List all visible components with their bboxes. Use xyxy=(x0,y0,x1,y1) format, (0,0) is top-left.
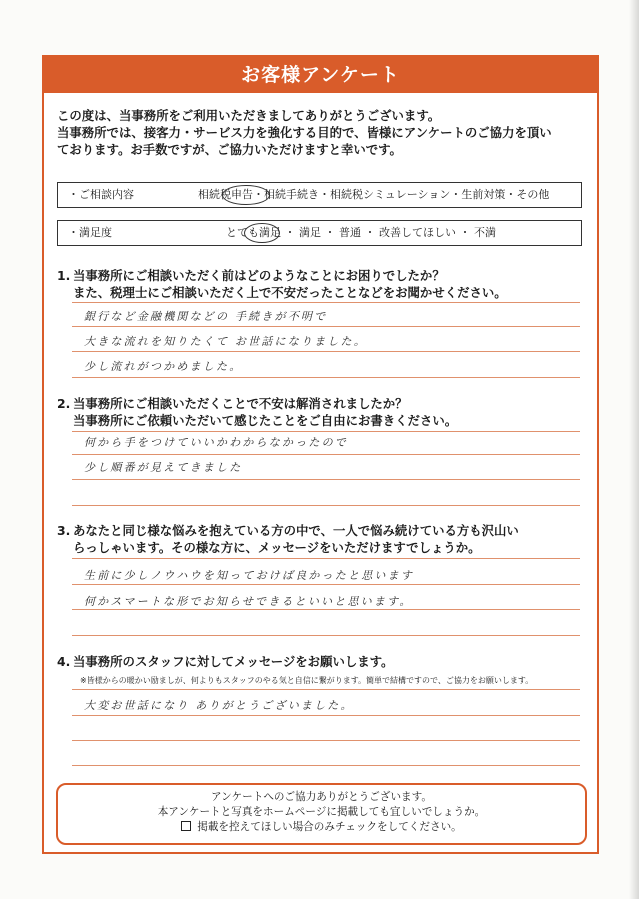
handwritten-answer: 大きな流れを知りたくて お世話になりました。 xyxy=(84,335,367,348)
handwritten-answer: 何から手をつけていいかわからなかったので xyxy=(84,436,348,449)
question-number: 2. xyxy=(57,396,71,411)
footer-consent xyxy=(58,820,585,835)
selection-circle xyxy=(222,185,270,205)
consultation-box xyxy=(57,182,582,208)
question-line: 当事務所のスタッフに対してメッセージをお願いします。 xyxy=(73,654,394,669)
answer-rule xyxy=(72,558,580,559)
handwritten-answer: 大変お世話になり ありがとうございました。 xyxy=(84,699,354,712)
footer-line: アンケートへのご協力ありがとうございます。 xyxy=(211,791,432,803)
answer-rule xyxy=(72,609,580,610)
handwritten-answer: 少し順番が見えてきました xyxy=(84,461,243,474)
answer-rule xyxy=(72,431,580,432)
answer-rule xyxy=(72,377,580,378)
consent-checkbox[interactable] xyxy=(181,821,191,831)
intro-line: ております。お手数ですが、ご協力いただけますと幸いです。 xyxy=(57,142,402,157)
question-4 xyxy=(57,653,587,670)
question-line: 当事務所にご相談いただく前はどのようなことにお困りでしたか？ xyxy=(73,268,445,283)
question-1 xyxy=(57,267,587,301)
handwritten-answer: 生前に少しノウハウを知っておけば良かったと思います xyxy=(84,569,414,582)
intro-text xyxy=(57,107,587,158)
question-line: らっしゃいます。その様な方に、メッセージをいただけますでしょうか。 xyxy=(73,540,481,555)
answer-rule xyxy=(72,740,580,741)
answer-rule xyxy=(72,454,580,455)
answer-rule xyxy=(72,505,580,506)
consultation-options: 相続税申告・相続手続き・相続税シミュレーション・生前対策・その他 xyxy=(198,188,550,201)
answer-rule xyxy=(72,584,580,585)
question-3 xyxy=(57,522,587,556)
question-2 xyxy=(57,395,587,429)
question-line: また、税理士にご相談いただく上で不安だったことなどをお聞かせください。 xyxy=(73,285,507,300)
answer-rule xyxy=(72,635,580,636)
satisfaction-box xyxy=(57,220,582,246)
answer-rule xyxy=(72,479,580,480)
intro-line: この度は、当事務所をご利用いただきましてありがとうございます。 xyxy=(57,108,441,123)
answer-rule xyxy=(72,302,580,303)
satisfaction-label: ・満足度 xyxy=(68,226,112,239)
survey-sheet xyxy=(42,55,599,854)
handwritten-answer: 何かスマートな形でお知らせできるといいと思います。 xyxy=(84,595,413,608)
handwritten-answer: 少し流れがつかめました。 xyxy=(84,360,243,373)
answer-rule xyxy=(72,689,580,690)
consultation-label: ・ご相談内容 xyxy=(68,188,134,201)
satisfaction-options: とても満足 ・ 満足 ・ 普通 ・ 改善してほしい ・ 不満 xyxy=(226,226,496,239)
answer-rule xyxy=(72,326,580,327)
handwritten-answer: 銀行など金融機関などの 手続きが不明で xyxy=(84,310,328,323)
footer-line: 掲載を控えてほしい場合のみチェックをしてください。 xyxy=(197,821,462,833)
question-line: あなたと同じ様な悩みを抱えている方の中で、一人で悩み続けている方も沢山い xyxy=(73,523,519,538)
selection-circle xyxy=(244,223,280,243)
question-line: 当事務所にご依頼いただいて感じたことをご自由にお書きください。 xyxy=(73,413,458,428)
answer-rule xyxy=(72,351,580,352)
question-line: 当事務所にご相談いただくことで不安は解消されましたか？ xyxy=(73,396,408,411)
question-number: 4. xyxy=(57,654,71,669)
question-note: ※皆様からの暖かい励ましが、何よりもスタッフのやる気と自信に繋がります。簡単で結構ですので、ご協力をお願いします。 xyxy=(80,676,534,685)
question-number: 1. xyxy=(57,268,71,283)
survey-title: お客様アンケート xyxy=(44,57,597,93)
intro-line: 当事務所では、接客力・サービス力を強化する目的で、皆様にアンケートのご協力を頂い xyxy=(57,125,552,140)
answer-rule xyxy=(72,715,580,716)
answer-rule xyxy=(72,765,580,766)
scan-edge-shadow xyxy=(629,0,639,899)
footer-line: 本アンケートと写真をホームページに掲載しても宜しいでしょうか。 xyxy=(157,806,486,818)
footer-box xyxy=(56,783,587,845)
question-number: 3. xyxy=(57,523,71,538)
